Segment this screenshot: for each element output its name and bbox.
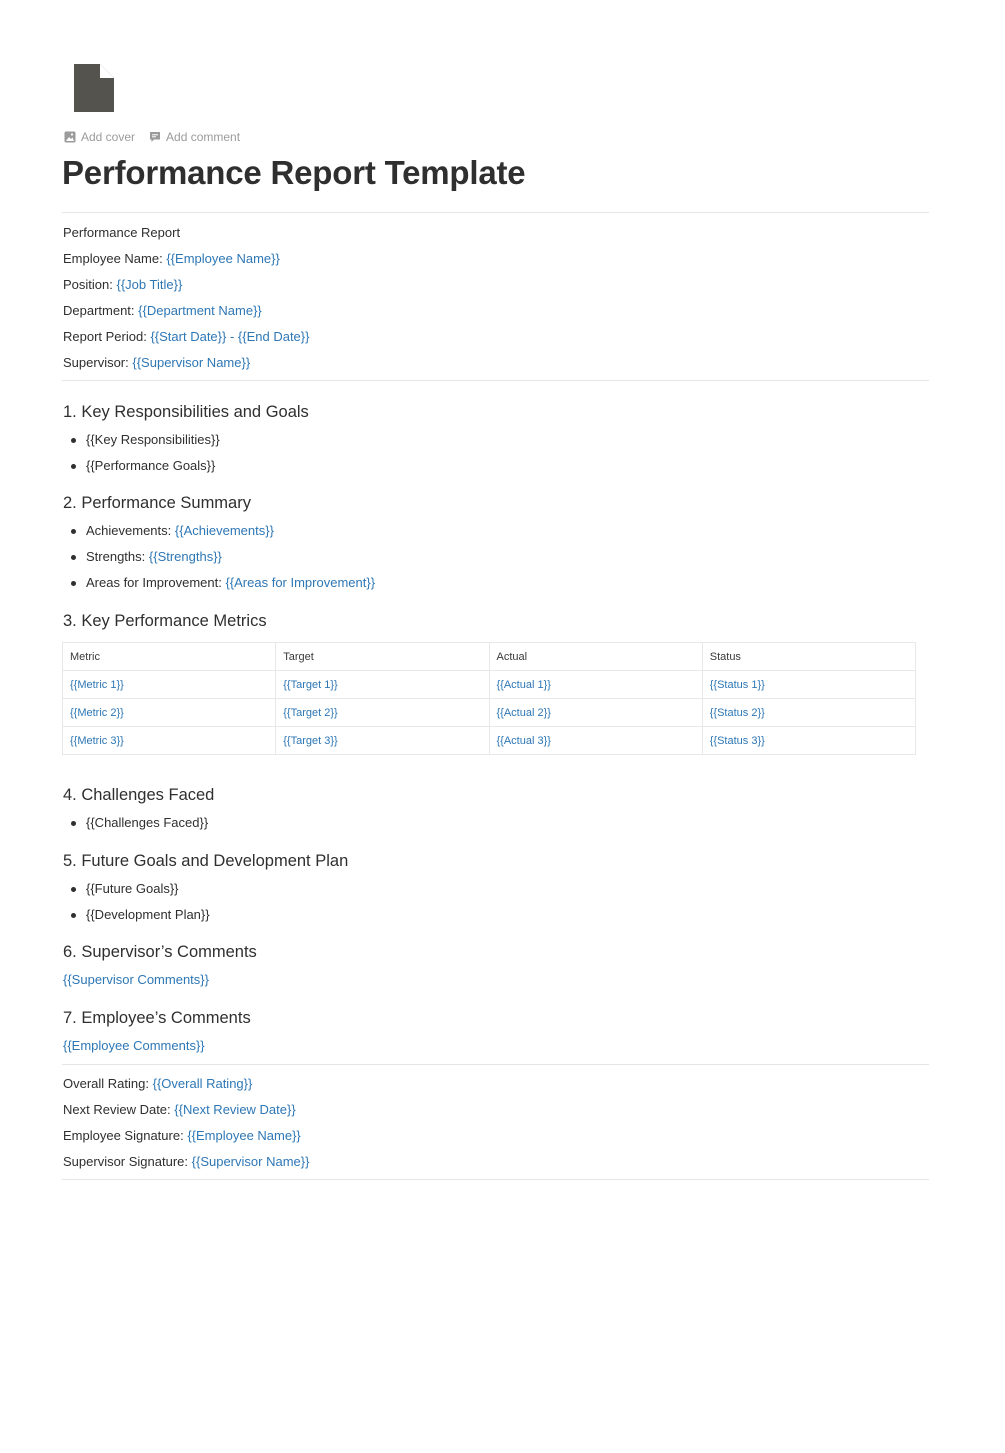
department-label: Department: bbox=[63, 303, 135, 318]
add-cover-label: Add cover bbox=[81, 130, 136, 144]
list-item-achievements bbox=[86, 522, 274, 540]
report-period-label: Report Period: bbox=[63, 329, 147, 344]
divider bbox=[62, 1064, 929, 1065]
overall-rating-line bbox=[63, 1075, 252, 1093]
section-heading-employee-comments: 7. Employee’s Comments bbox=[63, 1009, 251, 1027]
next-review-value: {{Next Review Date}} bbox=[174, 1102, 296, 1117]
section-heading-metrics: 3. Key Performance Metrics bbox=[63, 612, 267, 630]
report-period-value: {{Start Date}} - {{End Date}} bbox=[150, 329, 310, 344]
table-row bbox=[63, 727, 916, 755]
table-header-cell[interactable]: Target bbox=[276, 643, 489, 671]
overall-rating-value: {{Overall Rating}} bbox=[152, 1076, 253, 1091]
strengths-value: {{Strengths}} bbox=[148, 549, 222, 564]
employee-name-line bbox=[63, 250, 280, 268]
list-item-strengths bbox=[86, 548, 222, 566]
supervisor-signature-label: Supervisor Signature: bbox=[63, 1154, 189, 1169]
next-review-label: Next Review Date: bbox=[63, 1102, 171, 1117]
overall-rating-label: Overall Rating: bbox=[63, 1076, 149, 1091]
page-document-icon[interactable] bbox=[74, 64, 114, 112]
supervisor-label: Supervisor: bbox=[63, 355, 129, 370]
table-cell[interactable]: {{Metric 3}} bbox=[63, 727, 276, 755]
page-title[interactable]: Performance Report Template bbox=[62, 154, 526, 191]
list-item: {{Future Goals}} bbox=[86, 881, 179, 896]
table-cell[interactable]: {{Actual 3}} bbox=[489, 727, 702, 755]
employee-signature-value: {{Employee Name}} bbox=[187, 1128, 301, 1143]
list-item-improvement bbox=[86, 574, 375, 592]
table-cell[interactable]: {{Actual 1}} bbox=[489, 671, 702, 699]
table-cell[interactable]: {{Metric 2}} bbox=[63, 699, 276, 727]
position-line bbox=[63, 276, 182, 294]
supervisor-signature-value: {{Supervisor Name}} bbox=[191, 1154, 310, 1169]
position-value: {{Job Title}} bbox=[116, 277, 183, 292]
add-comment-label: Add comment bbox=[166, 130, 241, 144]
employee-signature-line bbox=[63, 1127, 301, 1145]
page-actions bbox=[64, 130, 240, 144]
department-line bbox=[63, 302, 262, 320]
metrics-table bbox=[62, 642, 916, 755]
achievements-value: {{Achievements}} bbox=[174, 523, 274, 538]
add-cover-button[interactable] bbox=[64, 130, 135, 144]
position-label: Position: bbox=[63, 277, 113, 292]
table-header-cell[interactable]: Metric bbox=[63, 643, 276, 671]
table-row bbox=[63, 671, 916, 699]
section-heading-future-goals: 5. Future Goals and Development Plan bbox=[63, 852, 349, 870]
list-item: {{Performance Goals}} bbox=[86, 458, 216, 473]
supervisor-signature-line bbox=[63, 1153, 309, 1171]
improvement-label: Areas for Improvement: bbox=[86, 575, 222, 590]
employee-signature-label: Employee Signature: bbox=[63, 1128, 184, 1143]
section-heading-supervisor-comments: 6. Supervisor’s Comments bbox=[63, 943, 257, 961]
list-item: {{Development Plan}} bbox=[86, 907, 210, 922]
employee-name-value: {{Employee Name}} bbox=[166, 251, 280, 266]
table-header-cell[interactable]: Status bbox=[702, 643, 915, 671]
section-heading-responsibilities: 1. Key Responsibilities and Goals bbox=[63, 403, 309, 421]
table-row bbox=[63, 699, 916, 727]
table-cell[interactable]: {{Status 3}} bbox=[702, 727, 915, 755]
supervisor-comments-text: {{Supervisor Comments}} bbox=[63, 972, 209, 987]
divider bbox=[62, 212, 929, 213]
add-comment-button[interactable] bbox=[149, 130, 240, 144]
improvement-value: {{Areas for Improvement}} bbox=[225, 575, 376, 590]
employee-name-label: Employee Name: bbox=[63, 251, 163, 266]
table-cell[interactable]: {{Target 3}} bbox=[276, 727, 489, 755]
list-item: {{Key Responsibilities}} bbox=[86, 432, 220, 447]
divider bbox=[62, 1179, 929, 1180]
report-period-line bbox=[63, 328, 309, 346]
divider bbox=[62, 380, 929, 381]
table-cell[interactable]: {{Status 1}} bbox=[702, 671, 915, 699]
achievements-label: Achievements: bbox=[86, 523, 172, 538]
image-icon bbox=[64, 131, 76, 143]
report-label: Performance Report bbox=[63, 225, 181, 240]
table-header-row bbox=[63, 643, 916, 671]
table-cell[interactable]: {{Target 2}} bbox=[276, 699, 489, 727]
table-cell[interactable]: {{Target 1}} bbox=[276, 671, 489, 699]
table-cell[interactable]: {{Metric 1}} bbox=[63, 671, 276, 699]
table-header-cell[interactable]: Actual bbox=[489, 643, 702, 671]
table-cell[interactable]: {{Actual 2}} bbox=[489, 699, 702, 727]
next-review-line bbox=[63, 1101, 296, 1119]
section-heading-challenges: 4. Challenges Faced bbox=[63, 786, 215, 804]
supervisor-value: {{Supervisor Name}} bbox=[132, 355, 251, 370]
employee-comments-text: {{Employee Comments}} bbox=[63, 1038, 205, 1053]
comment-icon bbox=[149, 131, 161, 143]
table-cell[interactable]: {{Status 2}} bbox=[702, 699, 915, 727]
supervisor-line bbox=[63, 354, 250, 372]
strengths-label: Strengths: bbox=[86, 549, 146, 564]
list-item: {{Challenges Faced}} bbox=[86, 815, 209, 830]
department-value: {{Department Name}} bbox=[138, 303, 262, 318]
section-heading-performance-summary: 2. Performance Summary bbox=[63, 494, 251, 512]
